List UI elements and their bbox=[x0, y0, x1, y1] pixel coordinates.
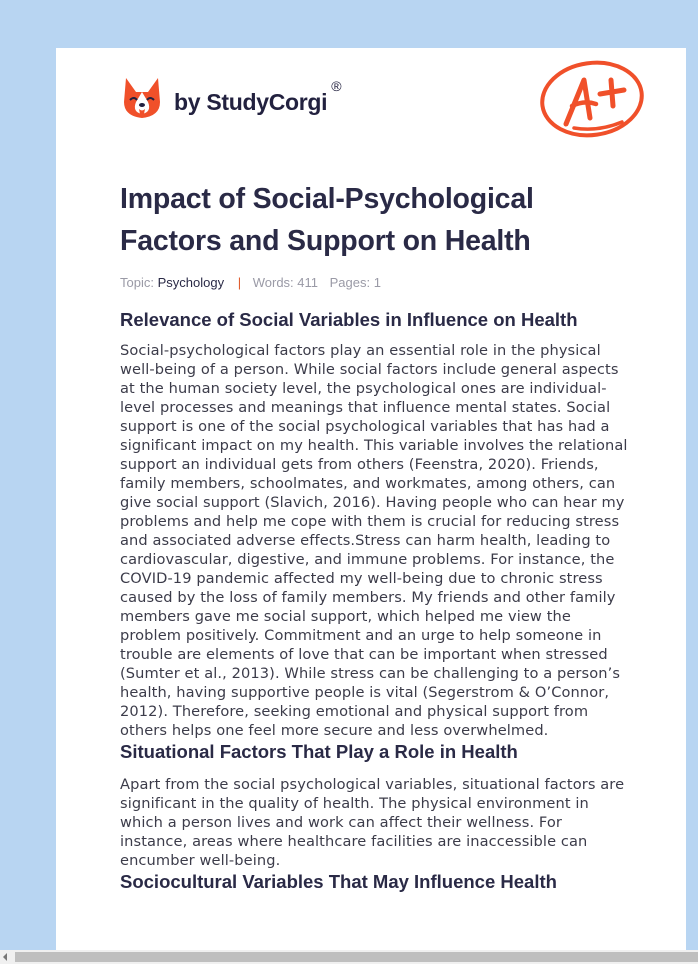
section-paragraph: Apart from the social psychological variables, situational factors are significant in the quality of health. The physical environment in which a person lives and work can affect their wellness. For instance, areas where healthcare facilities are inaccessible can encumber well-being. bbox=[120, 776, 625, 869]
page-count: Pages: 1 bbox=[329, 275, 381, 290]
section-heading: Situational Factors That Play a Role in Health bbox=[120, 741, 518, 762]
brand-name: by StudyCorgi bbox=[174, 88, 328, 115]
registered-mark: ® bbox=[331, 78, 342, 94]
corgi-logo-icon bbox=[122, 76, 162, 120]
section-heading: Sociocultural Variables That May Influence Health bbox=[120, 871, 557, 892]
topic-link[interactable]: Psychology bbox=[157, 275, 225, 290]
scrollbar-thumb[interactable] bbox=[15, 952, 698, 962]
studycorgi-logo[interactable] bbox=[122, 76, 342, 120]
article-content bbox=[120, 178, 632, 894]
section-heading: Relevance of Social Variables in Influence on Health bbox=[120, 309, 578, 330]
topic-label: Topic: bbox=[120, 275, 154, 290]
article-title: Impact of Social-Psychological Factors and Support on Health bbox=[120, 183, 534, 257]
page-header bbox=[56, 48, 686, 158]
a-plus-grade-icon bbox=[538, 58, 648, 140]
meta-separator: | bbox=[237, 275, 242, 290]
article-meta bbox=[120, 274, 632, 292]
word-count: Words: 411 bbox=[252, 275, 318, 290]
section-paragraph: Social-psychological factors play an essential role in the physical well-being of a person. While social factors include general aspects at the human society level, the psychological ones are individual-level processes and meanings that influence mental states. Social support is one of the social psychological variables that has had a significant impact on my health. This variable involves the relational support an individual gets from others (Feenstra, 2020). Friends, family members, schoolmates, and workmates, among others, can give social support (Slavich, 2016). Having people who can hear my problems and help me cope with them is crucial for reducing stress and associated adverse effects.Stress can harm health, leading to cardiovascular, digestive, and immune problems. For instance, the COVID-19 pandemic affected my well-being due to chronic stress caused by the loss of family members. My friends and other family members gave me social support, which helped me view the problem positively. Commitment and an urge to help someone in trouble are elements of love that can be important when stressed (Sumter et al., 2013). While stress can be challenging to a person’s health, having supportive people is vital (Segerstrom & O’Connor, 2012). Therefore, seeking emotional and physical support from others helps one feel more secure and less overwhelmed. bbox=[120, 342, 628, 739]
scroll-left-arrow-icon[interactable] bbox=[3, 953, 7, 961]
horizontal-scrollbar[interactable] bbox=[0, 950, 698, 964]
document-page bbox=[56, 48, 686, 950]
